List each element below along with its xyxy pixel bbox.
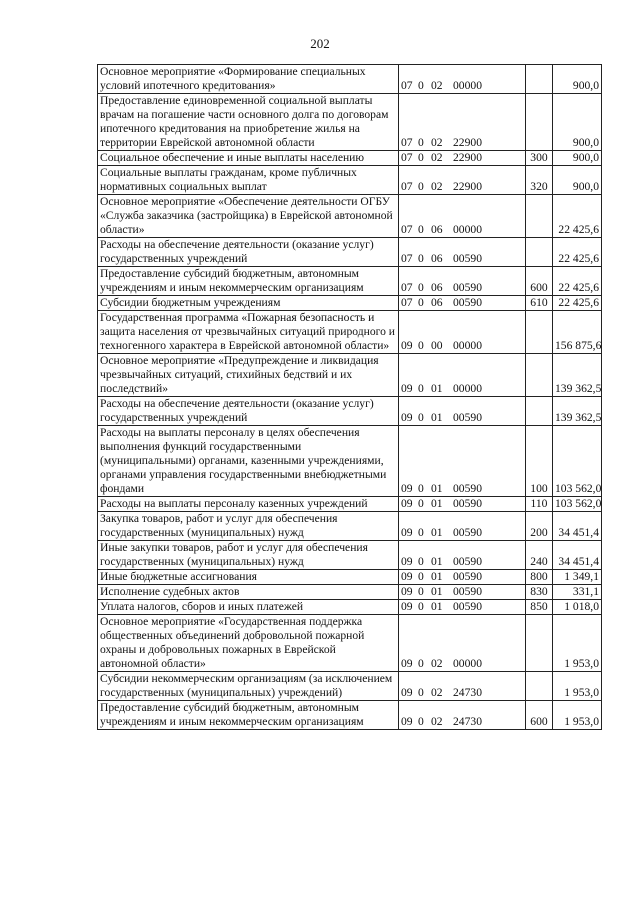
target-article-code [399, 195, 526, 238]
row-name: Основное мероприятие «Государственная поддержка общественных объединений добровольной пожарной охраны и добровольных пожарных в Еврейской автономной области» [98, 615, 399, 672]
code-part: 00590 [453, 570, 482, 583]
expense-type-code: 830 [526, 585, 553, 600]
code-part: 22900 [453, 136, 482, 149]
code-part: 09 [401, 555, 413, 568]
code-part: 0 [418, 296, 424, 309]
expense-type-code: 100 [526, 426, 553, 497]
target-article-code [399, 497, 526, 512]
code-part: 0 [418, 497, 424, 510]
code-part: 22900 [453, 180, 482, 193]
row-name: Социальные выплаты гражданам, кроме публичных нормативных социальных выплат [98, 166, 399, 195]
table-row [98, 585, 602, 600]
code-part: 0 [418, 686, 424, 699]
code-part: 07 [401, 281, 413, 294]
budget-table [97, 64, 602, 730]
code-part: 0 [418, 585, 424, 598]
amount: 1 018,0 [553, 600, 602, 615]
amount: 103 562,0 [553, 426, 602, 497]
amount: 22 425,6 [553, 296, 602, 311]
amount: 900,0 [553, 166, 602, 195]
row-name: Закупка товаров, работ и услуг для обеспечения государственных (муниципальных) нужд [98, 512, 399, 541]
target-article-code [399, 701, 526, 730]
code-part: 00590 [453, 555, 482, 568]
code-part: 0 [418, 180, 424, 193]
code-part: 00000 [453, 339, 482, 352]
code-part: 09 [401, 497, 413, 510]
code-part: 0 [418, 223, 424, 236]
code-part: 01 [431, 570, 443, 583]
code-part: 0 [418, 526, 424, 539]
code-part: 0 [418, 252, 424, 265]
row-name: Субсидии некоммерческим организациям (за исключением государственных (муниципальных) учреждений) [98, 672, 399, 701]
code-part: 00590 [453, 600, 482, 613]
code-part: 01 [431, 497, 443, 510]
code-part: 0 [418, 136, 424, 149]
amount: 900,0 [553, 65, 602, 94]
expense-type-code [526, 672, 553, 701]
amount: 1 953,0 [553, 615, 602, 672]
expense-type-code: 850 [526, 600, 553, 615]
table-row [98, 615, 602, 672]
code-part: 0 [418, 151, 424, 164]
code-part: 24730 [453, 686, 482, 699]
code-part: 02 [431, 715, 443, 728]
code-part: 09 [401, 411, 413, 424]
expense-type-code: 300 [526, 151, 553, 166]
target-article-code [399, 541, 526, 570]
code-part: 0 [418, 411, 424, 424]
row-name: Государственная программа «Пожарная безопасность и защита населения от чрезвычайных ситуаций природного и техногенного характера в Еврейской автономной области» [98, 311, 399, 354]
row-name: Основное мероприятие «Формирование специальных условий ипотечного кредитования» [98, 65, 399, 94]
row-name: Социальное обеспечение и иные выплаты населению [98, 151, 399, 166]
target-article-code [399, 151, 526, 166]
code-part: 09 [401, 715, 413, 728]
target-article-code [399, 311, 526, 354]
code-part: 06 [431, 223, 443, 236]
code-part: 0 [418, 482, 424, 495]
expense-type-code: 110 [526, 497, 553, 512]
target-article-code [399, 570, 526, 585]
code-part: 06 [431, 252, 443, 265]
code-part: 07 [401, 136, 413, 149]
expense-type-code [526, 311, 553, 354]
row-name: Расходы на обеспечение деятельности (оказание услуг) государственных учреждений [98, 397, 399, 426]
row-name: Субсидии бюджетным учреждениям [98, 296, 399, 311]
code-part: 09 [401, 657, 413, 670]
code-part: 00000 [453, 657, 482, 670]
code-part: 07 [401, 223, 413, 236]
target-article-code [399, 672, 526, 701]
table-row [98, 354, 602, 397]
expense-type-code [526, 94, 553, 151]
amount: 139 362,5 [553, 397, 602, 426]
table-row [98, 94, 602, 151]
amount: 34 451,4 [553, 541, 602, 570]
code-part: 06 [431, 281, 443, 294]
target-article-code [399, 397, 526, 426]
target-article-code [399, 65, 526, 94]
code-part: 00590 [453, 497, 482, 510]
code-part: 00590 [453, 296, 482, 309]
amount: 1 953,0 [553, 672, 602, 701]
page-number: 202 [310, 36, 330, 51]
code-part: 07 [401, 79, 413, 92]
row-name: Исполнение судебных актов [98, 585, 399, 600]
code-part: 09 [401, 585, 413, 598]
code-part: 00000 [453, 79, 482, 92]
row-name: Основное мероприятие «Обеспечение деятельности ОГБУ «Служба заказчика (застройщика) в Еврейской автономной области» [98, 195, 399, 238]
code-part: 01 [431, 526, 443, 539]
expense-type-code: 600 [526, 701, 553, 730]
target-article-code [399, 166, 526, 195]
code-part: 00 [431, 339, 443, 352]
table-row [98, 570, 602, 585]
code-part: 07 [401, 252, 413, 265]
code-part: 09 [401, 482, 413, 495]
code-part: 09 [401, 570, 413, 583]
row-name: Расходы на обеспечение деятельности (оказание услуг) государственных учреждений [98, 238, 399, 267]
target-article-code [399, 94, 526, 151]
code-part: 01 [431, 600, 443, 613]
code-part: 00590 [453, 482, 482, 495]
code-part: 0 [418, 555, 424, 568]
code-part: 24730 [453, 715, 482, 728]
row-name: Предоставление субсидий бюджетным, автономным учреждениям и иным некоммерческим организациям [98, 701, 399, 730]
target-article-code [399, 267, 526, 296]
row-name: Расходы на выплаты персоналу казенных учреждений [98, 497, 399, 512]
code-part: 01 [431, 482, 443, 495]
amount: 103 562,0 [553, 497, 602, 512]
code-part: 00590 [453, 585, 482, 598]
code-part: 02 [431, 657, 443, 670]
target-article-code [399, 585, 526, 600]
code-part: 0 [418, 79, 424, 92]
target-article-code [399, 512, 526, 541]
amount: 139 362,5 [553, 354, 602, 397]
code-part: 07 [401, 180, 413, 193]
code-part: 00590 [453, 411, 482, 424]
code-part: 09 [401, 600, 413, 613]
expense-type-code: 240 [526, 541, 553, 570]
amount: 34 451,4 [553, 512, 602, 541]
table-row [98, 426, 602, 497]
table-row [98, 600, 602, 615]
amount: 900,0 [553, 94, 602, 151]
expense-type-code [526, 195, 553, 238]
table-row [98, 238, 602, 267]
table-row [98, 497, 602, 512]
table-row [98, 311, 602, 354]
code-part: 02 [431, 151, 443, 164]
row-name: Уплата налогов, сборов и иных платежей [98, 600, 399, 615]
code-part: 00590 [453, 252, 482, 265]
expense-type-code [526, 65, 553, 94]
code-part: 00590 [453, 526, 482, 539]
target-article-code [399, 296, 526, 311]
table-row [98, 267, 602, 296]
code-part: 01 [431, 555, 443, 568]
row-name: Иные бюджетные ассигнования [98, 570, 399, 585]
code-part: 09 [401, 339, 413, 352]
table-row [98, 397, 602, 426]
code-part: 01 [431, 411, 443, 424]
code-part: 0 [418, 600, 424, 613]
table-row [98, 672, 602, 701]
row-name: Предоставление субсидий бюджетным, автономным учреждениям и иным некоммерческим организациям [98, 267, 399, 296]
table-row [98, 166, 602, 195]
expense-type-code: 600 [526, 267, 553, 296]
table-row [98, 541, 602, 570]
code-part: 09 [401, 686, 413, 699]
code-part: 01 [431, 585, 443, 598]
code-part: 02 [431, 79, 443, 92]
code-part: 0 [418, 657, 424, 670]
amount: 900,0 [553, 151, 602, 166]
amount: 22 425,6 [553, 238, 602, 267]
code-part: 07 [401, 151, 413, 164]
expense-type-code: 320 [526, 166, 553, 195]
target-article-code [399, 238, 526, 267]
expense-type-code [526, 397, 553, 426]
code-part: 00000 [453, 382, 482, 395]
row-name: Предоставление единовременной социальной выплаты врачам на погашение части основного долга по договорам ипотечного кредитования на приобретение жилья на территории Еврейской автономной области [98, 94, 399, 151]
amount: 22 425,6 [553, 195, 602, 238]
code-part: 00000 [453, 223, 482, 236]
code-part: 06 [431, 296, 443, 309]
code-part: 0 [418, 382, 424, 395]
code-part: 02 [431, 136, 443, 149]
row-name: Иные закупки товаров, работ и услуг для обеспечения государственных (муниципальных) нужд [98, 541, 399, 570]
expense-type-code [526, 354, 553, 397]
code-part: 02 [431, 686, 443, 699]
code-part: 0 [418, 281, 424, 294]
code-part: 0 [418, 339, 424, 352]
table-row [98, 512, 602, 541]
table-row [98, 151, 602, 166]
expense-type-code: 800 [526, 570, 553, 585]
code-part: 0 [418, 570, 424, 583]
row-name: Основное мероприятие «Предупреждение и ликвидация чрезвычайных ситуаций, стихийных бедствий и их последствий» [98, 354, 399, 397]
code-part: 09 [401, 526, 413, 539]
code-part: 00590 [453, 281, 482, 294]
target-article-code [399, 426, 526, 497]
code-part: 02 [431, 180, 443, 193]
table-row [98, 296, 602, 311]
amount: 1 953,0 [553, 701, 602, 730]
code-part: 07 [401, 296, 413, 309]
code-part: 0 [418, 715, 424, 728]
expense-type-code: 610 [526, 296, 553, 311]
table-row [98, 195, 602, 238]
target-article-code [399, 354, 526, 397]
table-row [98, 65, 602, 94]
expense-type-code: 200 [526, 512, 553, 541]
target-article-code [399, 615, 526, 672]
target-article-code [399, 600, 526, 615]
row-name: Расходы на выплаты персоналу в целях обеспечения выполнения функций государственными (муниципальными) органами, казенными учреждениями, органами управления государственными внебюджетными фондами [98, 426, 399, 497]
amount: 1 349,1 [553, 570, 602, 585]
table-row [98, 701, 602, 730]
amount: 22 425,6 [553, 267, 602, 296]
budget-table-body [98, 65, 602, 730]
code-part: 01 [431, 382, 443, 395]
amount: 156 875,6 [553, 311, 602, 354]
expense-type-code [526, 238, 553, 267]
code-part: 09 [401, 382, 413, 395]
code-part: 22900 [453, 151, 482, 164]
amount: 331,1 [553, 585, 602, 600]
expense-type-code [526, 615, 553, 672]
